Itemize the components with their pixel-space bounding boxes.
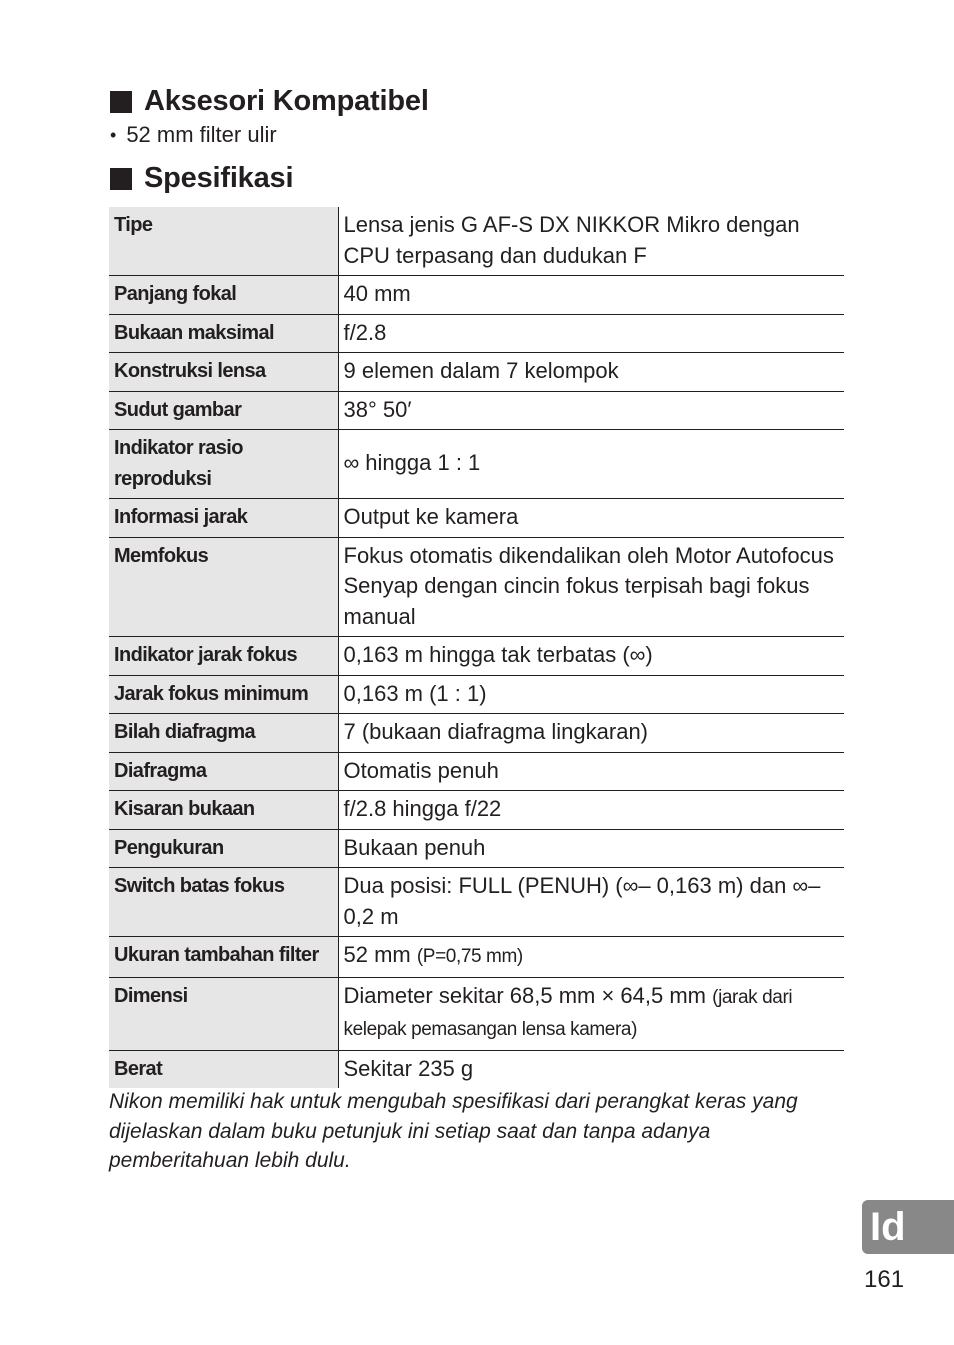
spec-key: Berat <box>109 1050 338 1088</box>
spec-value: Diameter sekitar 68,5 mm × 64,5 mm <box>343 982 707 1008</box>
spec-value: Output ke kamera <box>338 499 844 538</box>
spec-key: Dimensi <box>109 977 338 1050</box>
spec-value: 38° 50′ <box>338 391 844 430</box>
table-row <box>109 675 844 714</box>
spec-key: Indikator rasio reproduksi <box>109 430 338 499</box>
spec-value: Lensa jenis G AF-S DX NIKKOR Mikro dengan CPU terpasang dan dudukan F <box>338 207 844 276</box>
table-row <box>109 430 844 499</box>
spec-key: Sudut gambar <box>109 391 338 430</box>
spec-key: Bukaan maksimal <box>109 314 338 353</box>
spec-table <box>109 207 844 1088</box>
spec-value: f/2.8 hingga f/22 <box>338 791 844 830</box>
spec-key: Diafragma <box>109 752 338 791</box>
spec-value: Otomatis penuh <box>338 752 844 791</box>
table-row <box>109 353 844 392</box>
disclaimer-note: Nikon memiliki hak untuk mengubah spesifikasi dari perangkat keras yang dijelaskan dalam buku petunjuk ini setiap saat dan tanpa adanya pemberitahuan lebih dulu. <box>109 1090 798 1172</box>
table-row <box>109 977 844 1050</box>
section-title-accessories <box>110 85 429 118</box>
bullet-dot-icon: • <box>110 124 117 145</box>
spec-value: 52 mm <box>343 942 411 967</box>
spec-key: Indikator jarak fokus <box>109 637 338 676</box>
language-tab: Id <box>862 1200 954 1254</box>
section-title-text: Spesifikasi <box>144 162 294 194</box>
spec-value: Fokus otomatis dikendalikan oleh Motor Autofocus Senyap dengan cincin fokus terpisah bagi fokus manual <box>338 537 844 637</box>
list-item-text: 52 mm filter ulir <box>126 122 277 147</box>
table-row <box>109 499 844 538</box>
spec-value: Dua posisi: FULL (PENUH) (∞– 0,163 m) dan ∞– 0,2 m <box>338 868 844 937</box>
table-row <box>109 1050 844 1088</box>
table-row <box>109 714 844 753</box>
table-row <box>109 637 844 676</box>
table-row <box>109 752 844 791</box>
spec-value: Bukaan penuh <box>338 829 844 868</box>
spec-key: Switch batas fokus <box>109 868 338 937</box>
spec-key: Kisaran bukaan <box>109 791 338 830</box>
table-row <box>109 391 844 430</box>
table-row <box>109 937 844 978</box>
spec-key: Ukuran tambahan filter <box>109 937 338 978</box>
table-row <box>109 537 844 637</box>
list-item <box>110 122 277 148</box>
spec-key: Jarak fokus minimum <box>109 675 338 714</box>
table-row <box>109 868 844 937</box>
square-bullet-icon <box>110 91 132 113</box>
spec-key: Panjang fokal <box>109 276 338 315</box>
table-row <box>109 276 844 315</box>
spec-key: Bilah diafragma <box>109 714 338 753</box>
spec-key: Informasi jarak <box>109 499 338 538</box>
spec-value: 0,163 m (1 : 1) <box>338 675 844 714</box>
spec-value: 9 elemen dalam 7 kelompok <box>338 353 844 392</box>
spec-value-cell <box>338 937 844 978</box>
spec-key: Tipe <box>109 207 338 276</box>
spec-key: Memfokus <box>109 537 338 637</box>
spec-value: f/2.8 <box>338 314 844 353</box>
spec-value: Sekitar 235 g <box>338 1050 844 1088</box>
spec-value: 0,163 m hingga tak terbatas (∞) <box>338 637 844 676</box>
page-number: 161 <box>864 1266 905 1293</box>
section-title-specs <box>110 162 293 195</box>
spec-value: 7 (bukaan diafragma lingkaran) <box>338 714 844 753</box>
square-bullet-icon <box>110 168 132 190</box>
spec-value-note: (jarak dari kelepak pemasangan lensa kamera) <box>343 986 793 1040</box>
spec-value: 40 mm <box>338 276 844 315</box>
table-row <box>109 791 844 830</box>
spec-value-cell <box>338 977 844 1050</box>
spec-key: Pengukuran <box>109 829 338 868</box>
section-title-text: Aksesori Kompatibel <box>144 85 429 117</box>
spec-key: Konstruksi lensa <box>109 353 338 392</box>
table-row <box>109 314 844 353</box>
table-row <box>109 207 844 276</box>
table-row <box>109 829 844 868</box>
spec-value-note: (P=0,75 mm) <box>416 946 523 967</box>
spec-value: ∞ hingga 1 : 1 <box>338 430 844 499</box>
